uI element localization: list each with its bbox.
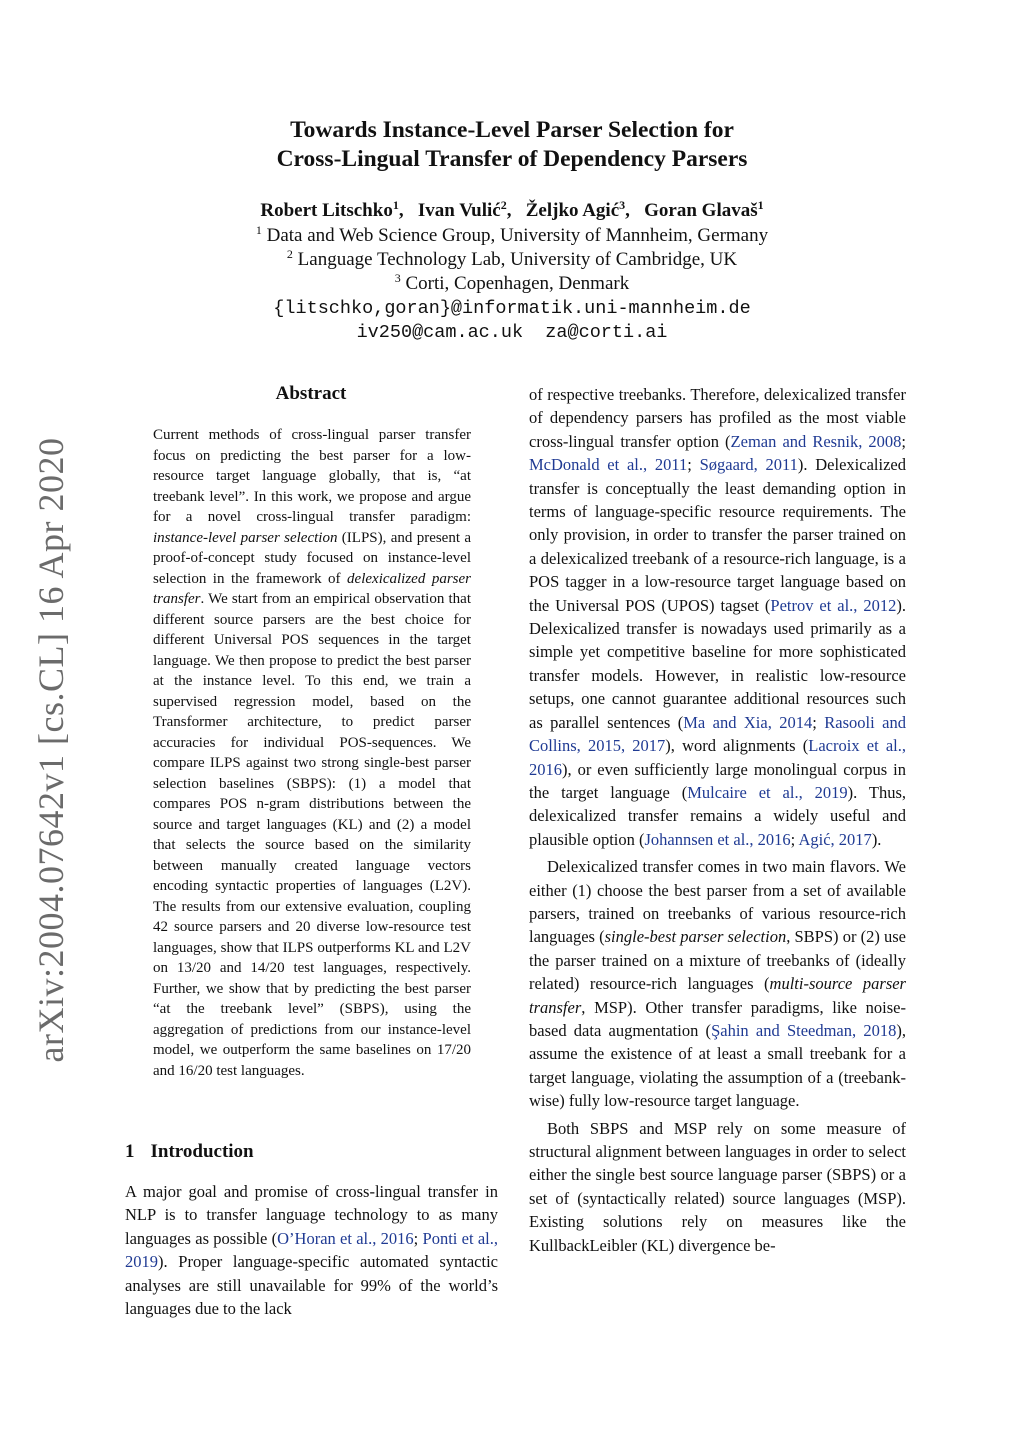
author-name: Robert Litschko — [260, 200, 393, 221]
body-text: , SBPS) or (2) use the parser trained on a mixture of treebanks of (ideally related) resource-rich languages ( — [529, 927, 906, 994]
separator: ; — [687, 455, 700, 475]
body-text: ), word alignments ( — [665, 736, 809, 756]
citation-link[interactable]: McDonald et al., 2011 — [529, 455, 688, 475]
section-number: 1 — [125, 1141, 135, 1162]
author-name: Ivan Vulić — [417, 200, 501, 221]
body-text: ; — [413, 1228, 423, 1248]
email-line-1: {litschko,goran}@informatik.uni-mannheim.de — [273, 298, 751, 319]
separator: ; — [812, 712, 825, 732]
affiliation-2 — [0, 248, 1024, 272]
citation-link[interactable]: Şahin and Steedman, 2018 — [711, 1020, 897, 1040]
right-column — [529, 383, 906, 1261]
abstract-text: (ILPS), and present a proof-of-concept study focused on instance-level selection in the framework of — [153, 529, 471, 587]
author-name: Goran Glavaš — [644, 200, 758, 221]
author-name: Željko Agić — [525, 200, 620, 221]
abstract-emphasis: instance-level parser selection — [153, 529, 338, 546]
affiliation-mark: 3 — [394, 271, 401, 285]
affiliation-mark: 2 — [286, 247, 293, 261]
abstract-emphasis: delexicalized parser transfer — [153, 570, 471, 607]
abstract-body — [153, 425, 471, 1081]
section-heading — [125, 1141, 254, 1163]
affiliation-text: Language Technology Lab, University of Cambridge, UK — [297, 249, 738, 270]
title-line-2: Cross-Lingual Transfer of Dependency Parsers — [276, 146, 748, 172]
paper-title — [0, 116, 1024, 174]
body-text: Delexicalized transfer comes in two main flavors. We either (1) choose the best parser from a set of available parsers, trained on treebanks of various resource-rich languages ( — [529, 857, 906, 947]
emphasis: multi-source parser transfer — [529, 974, 906, 1017]
citation-link[interactable]: Rasooli and Collins, 2015, 2017 — [529, 712, 906, 756]
affiliation-1 — [0, 224, 1024, 248]
body-text: ). Delexicalized transfer is nowadays used primarily as a simple yet competitive baseline for more sophisticated transfer models. However, in realistic low-resource setups, one cannot guarantee additional resources such as parallel sentences ( — [529, 595, 906, 732]
author-mark: 1 — [757, 198, 764, 212]
citation-link[interactable]: Mulcaire et al., 2019 — [687, 782, 848, 802]
paragraph — [529, 383, 906, 851]
body-text: ). — [871, 829, 882, 849]
citation-link[interactable]: Johannsen et al., 2016 — [644, 829, 791, 849]
author-mark: 1 — [392, 198, 399, 212]
body-text: Both SBPS and MSP rely on some measure of structural alignment between languages in order to select either the single best source language parser (SBPS) or a set of (syntactically related) source languages (MSP). Existing solutions rely on measures like the KullbackLeibler (KL) divergence be- — [529, 1118, 906, 1255]
affiliation-text: Data and Web Science Group, University of Mannheim, Germany — [266, 225, 769, 246]
affiliation-mark: 1 — [255, 223, 262, 237]
title-line-1: Towards Instance-Level Parser Selection for — [290, 117, 734, 143]
author-list: Robert Litschko$^1$, Ivan Vulić$^2$, Željko Agić$^3$, Goran Glavaš$^1$ — [260, 198, 764, 221]
citation-link[interactable]: O’Horan et al., 2016 — [277, 1228, 414, 1248]
body-text: ), assume the existence of at least a small treebank for a target language, violating the assumption of a (treebank-wise) fully low-resource target language. — [529, 1020, 906, 1111]
intro-paragraph — [125, 1180, 498, 1320]
author-mark: 2 — [500, 198, 507, 212]
citation-link[interactable]: Ma and Xia, 2014 — [683, 712, 813, 732]
abstract-title: Abstract — [275, 383, 347, 404]
body-text: ), or even sufficiently large monolingual corpus in the target language ( — [529, 759, 906, 802]
arxiv-id-text: arXiv:2004.07642v1 [cs.CL] 16 Apr 2020 — [31, 437, 71, 1063]
author-mark: 3 — [619, 198, 626, 212]
affiliation-text: Corti, Copenhagen, Denmark — [405, 273, 630, 294]
abstract-text: . We start from an empirical observation that different source parsers are the best choice for different Universal POS sequences in the target language. We then propose to predict the best parser at the instance level. To this end, we train a supervised regression model, based on the Transformer architecture, to predict parser accuracies for individual POS-sequences. We compare ILPS against two strong single-best parser selection baselines (SBPS): (1) a model that compares POS n-gram distributions between the source and target languages (KL) and (2) a model that selects the source based on the similarity between manually created language vectors encoding syntactic properties of languages (L2V). The results from our extensive evaluation, coupling 42 source parsers and 20 diverse low-resource test languages, show that ILPS outperforms KL and L2V on 13/20 and 14/20 test languages, respectively. Further, we show that by predicting the best parser “at the treebank level” (SBPS), using the aggregation of predictions from our instance-level model, we outperform the same baselines on 17/20 and 16/20 test languages. — [153, 591, 471, 1079]
separator: ; — [790, 829, 799, 849]
body-text: A major goal and promise of cross-lingual transfer in NLP is to transfer language technology to as many languages as possible ( — [125, 1182, 498, 1248]
paragraph — [529, 855, 906, 1112]
citation-link[interactable]: Søgaard, 2011 — [699, 455, 798, 475]
citation-link[interactable]: Lacroix et al., 2016 — [529, 736, 906, 779]
arxiv-identifier — [26, 437, 76, 1063]
body-text: , MSP). Other transfer paradigms, like noise-based data augmentation ( — [529, 997, 906, 1040]
citation-link[interactable]: Petrov et al., 2012 — [770, 595, 897, 615]
email-line-2: iv250@cam.ac.uk za@corti.ai — [356, 322, 668, 343]
body-text: ). Delexicalized transfer is conceptually the least demanding option in terms of language-specific resource requirements. The only provision, in order to transfer the parser trained on a delexicalized treebank of a resource-rich language, is a POS tagger in a low-resource target language based on the Universal POS (UPOS) tagset ( — [529, 455, 906, 615]
separator: ; — [901, 431, 906, 451]
citation-link[interactable]: Agić, 2017 — [798, 829, 872, 849]
body-text: ). Thus, delexicalized transfer remains a widely useful and plausible option ( — [529, 782, 906, 849]
body-text: ). Proper language-specific automated syntactic analyses are still unavailable for 99% of the world’s languages due to the lack — [125, 1252, 498, 1319]
body-text: of respective treebanks. Therefore, delexicalized transfer of dependency parsers has profiled as the most viable cross-lingual transfer option ( — [529, 385, 906, 451]
citation-link[interactable]: Zeman and Resnik, 2008 — [730, 431, 902, 451]
abstract-text: Current methods of cross-lingual parser transfer focus on predicting the best parser for a low-resource target language globally, that is, “at treebank level”. In this work, we propose and argue for a novel cross-lingual transfer paradigm: — [153, 427, 471, 525]
affiliation-3 — [0, 272, 1024, 296]
paragraph — [529, 1117, 906, 1257]
citation-link[interactable]: Ponti et al., 2019 — [125, 1228, 498, 1272]
section-title: Introduction — [150, 1141, 254, 1162]
emphasis: single-best parser selection — [604, 927, 787, 947]
